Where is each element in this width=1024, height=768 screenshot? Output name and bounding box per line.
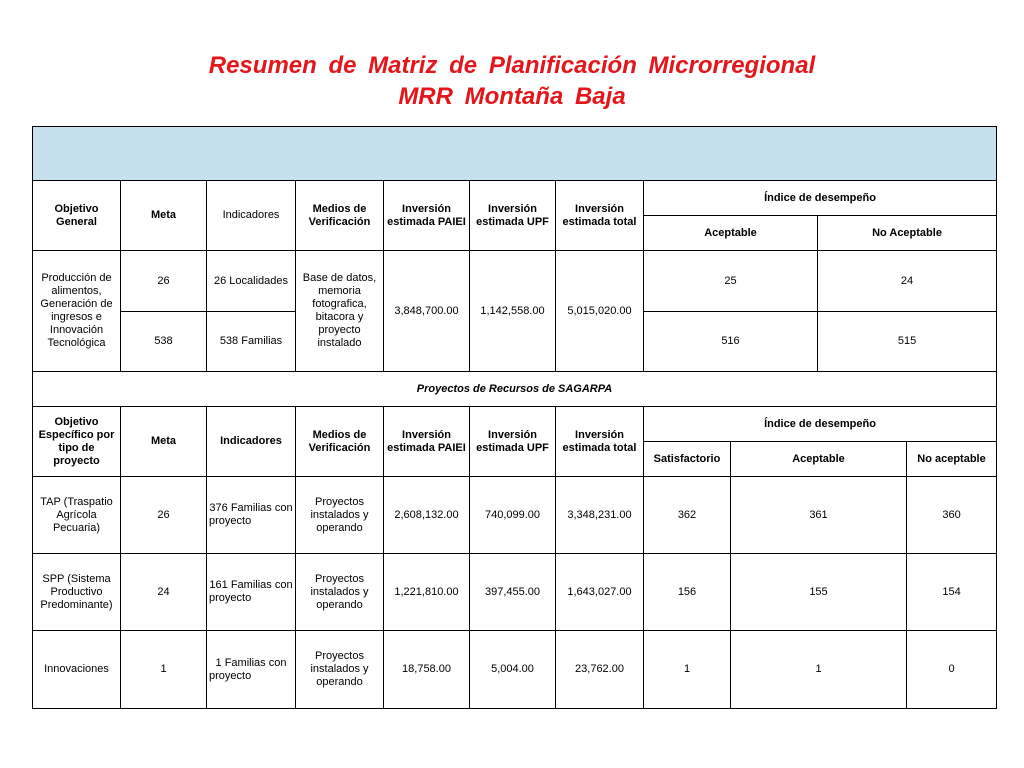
inv-paiei-cell: 2,608,132.00 bbox=[384, 477, 470, 554]
col-header-medios: Medios de Verificación bbox=[296, 181, 384, 251]
no-aceptable-cell: 154 bbox=[907, 554, 997, 631]
aceptable-cell: 1 bbox=[731, 631, 907, 709]
table-row bbox=[33, 631, 997, 709]
objetivo-cell: SPP (Sistema Productivo Predominante) bbox=[33, 554, 121, 631]
col-header-meta: Meta bbox=[121, 181, 207, 251]
inv-total-cell: 5,015,020.00 bbox=[556, 251, 644, 372]
col-header-inv-upf: Inversión estimada UPF bbox=[470, 181, 556, 251]
aceptable-cell: 25 bbox=[644, 251, 818, 312]
indicador-cell: 161 Familias con proyecto bbox=[207, 554, 296, 631]
medios-cell: Proyectos instalados y operando bbox=[296, 631, 384, 709]
indicador-cell: 26 Localidades bbox=[207, 251, 296, 312]
col-header-no-aceptable: No aceptable bbox=[907, 442, 997, 477]
col-header-indice: Índice de desempeño bbox=[644, 407, 997, 442]
aceptable-cell: 516 bbox=[644, 312, 818, 372]
satisfactorio-cell: 362 bbox=[644, 477, 731, 554]
no-aceptable-cell: 360 bbox=[907, 477, 997, 554]
meta-cell: 538 bbox=[121, 312, 207, 372]
planning-matrix-table bbox=[32, 126, 997, 709]
col-header-inv-upf: Inversión estimada UPF bbox=[470, 407, 556, 477]
col-header-indicadores: Indicadores bbox=[207, 181, 296, 251]
col-header-inv-paiei: Inversión estimada PAIEI bbox=[384, 407, 470, 477]
col-header-indicadores: Indicadores bbox=[207, 407, 296, 477]
medios-cell: Proyectos instalados y operando bbox=[296, 554, 384, 631]
table-row bbox=[33, 251, 997, 312]
indicador-cell: 376 Familias con proyecto bbox=[207, 477, 296, 554]
col-header-inv-total: Inversión estimada total bbox=[556, 407, 644, 477]
inv-upf-cell: 397,455.00 bbox=[470, 554, 556, 631]
aceptable-cell: 361 bbox=[731, 477, 907, 554]
col-header-indice: Índice de desempeño bbox=[644, 181, 997, 216]
medios-cell: Proyectos instalados y operando bbox=[296, 477, 384, 554]
col-header-medios: Medios de Verificación bbox=[296, 407, 384, 477]
no-aceptable-cell: 24 bbox=[818, 251, 997, 312]
no-aceptable-cell: 515 bbox=[818, 312, 997, 372]
aceptable-cell: 155 bbox=[731, 554, 907, 631]
inv-upf-cell: 740,099.00 bbox=[470, 477, 556, 554]
medios-cell: Base de datos, memoria fotografica, bitacora y proyecto instalado bbox=[296, 251, 384, 372]
satisfactorio-cell: 156 bbox=[644, 554, 731, 631]
meta-cell: 24 bbox=[121, 554, 207, 631]
objetivo-cell: TAP (Traspatio Agrícola Pecuaria) bbox=[33, 477, 121, 554]
inv-total-cell: 23,762.00 bbox=[556, 631, 644, 709]
col-header-meta: Meta bbox=[121, 407, 207, 477]
col-header-aceptable: Aceptable bbox=[731, 442, 907, 477]
no-aceptable-cell: 0 bbox=[907, 631, 997, 709]
col-header-satisfactorio: Satisfactorio bbox=[644, 442, 731, 477]
col-header-inv-total: Inversión estimada total bbox=[556, 181, 644, 251]
table-row bbox=[33, 554, 997, 631]
inv-upf-cell: 1,142,558.00 bbox=[470, 251, 556, 372]
col-header-objetivo-especifico: Objetivo Específico por tipo de proyecto bbox=[33, 407, 121, 477]
objetivo-cell: Innovaciones bbox=[33, 631, 121, 709]
meta-cell: 1 bbox=[121, 631, 207, 709]
inv-total-cell: 3,348,231.00 bbox=[556, 477, 644, 554]
table-row bbox=[33, 477, 997, 554]
indicador-cell: 1 Familias con proyecto bbox=[207, 631, 296, 709]
indicador-cell: 538 Familias bbox=[207, 312, 296, 372]
page-title bbox=[0, 50, 1024, 112]
header-banner bbox=[33, 127, 997, 181]
section-title-sagarpa: Proyectos de Recursos de SAGARPA bbox=[33, 372, 997, 407]
meta-cell: 26 bbox=[121, 251, 207, 312]
objetivo-general-cell: Producción de alimentos, Generación de ingresos e Innovación Tecnológica bbox=[33, 251, 121, 372]
inv-paiei-cell: 1,221,810.00 bbox=[384, 554, 470, 631]
inv-upf-cell: 5,004.00 bbox=[470, 631, 556, 709]
title-line-1: Resumen de Matriz de Planificación Microrregional bbox=[208, 52, 816, 79]
satisfactorio-cell: 1 bbox=[644, 631, 731, 709]
title-line-2: MRR Montaña Baja bbox=[398, 83, 626, 110]
inv-paiei-cell: 3,848,700.00 bbox=[384, 251, 470, 372]
inv-paiei-cell: 18,758.00 bbox=[384, 631, 470, 709]
col-header-objetivo-general: Objetivo General bbox=[33, 181, 121, 251]
inv-total-cell: 1,643,027.00 bbox=[556, 554, 644, 631]
meta-cell: 26 bbox=[121, 477, 207, 554]
col-header-inv-paiei: Inversión estimada PAIEI bbox=[384, 181, 470, 251]
col-header-no-aceptable: No Aceptable bbox=[818, 216, 997, 251]
col-header-aceptable: Aceptable bbox=[644, 216, 818, 251]
